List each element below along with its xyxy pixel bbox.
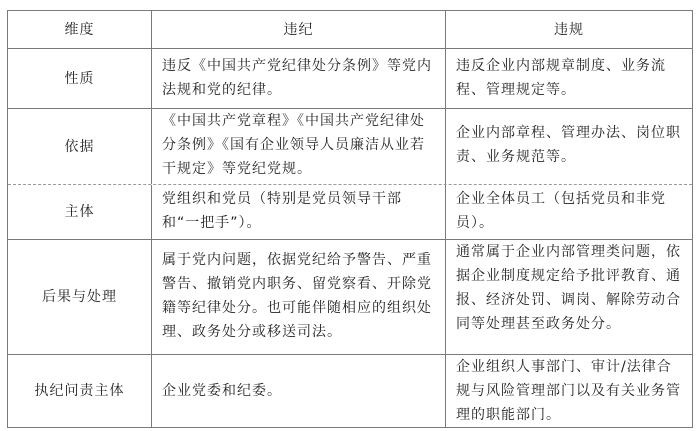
comparison-table bbox=[7, 10, 693, 428]
regulations-cell: 企业内部章程、管理办法、岗位职责、业务规范等。 bbox=[456, 125, 681, 165]
dimension-cell: 后果与处理 bbox=[42, 289, 117, 305]
disciplines-cell: 属于党内问题，依据党纪给予警告、严重警告、撤销党内职务、留党察看、开除党籍等纪律处分。也可能伴随相应的组织处理、政务处分或移送司法。 bbox=[162, 252, 432, 340]
regulations-cell: 企业全体员工（包括党员和非党员）。 bbox=[456, 191, 666, 231]
disciplines-cell: 《中国共产党章程》《中国共产党纪律处分条例》《国有企业领导人员廉洁从业若干规定》等党纪党规。 bbox=[162, 113, 425, 177]
dimension-cell: 依据 bbox=[64, 138, 95, 155]
table-row bbox=[8, 239, 692, 354]
regulations-cell: 企业组织人事部门、审计/法律合规与风险管理部门以及有关业务管理的职能部门。 bbox=[456, 359, 681, 423]
header-dimension: 维度 bbox=[64, 21, 95, 38]
disciplines-cell: 违反《中国共产党纪律处分条例》等党内法规和党的纪律。 bbox=[162, 58, 432, 98]
dimension-cell: 性质 bbox=[64, 70, 95, 87]
table-row bbox=[8, 354, 692, 427]
header-disciplines: 违纪 bbox=[151, 11, 445, 48]
header-regulations: 违规 bbox=[445, 11, 692, 48]
dimension-cell: 主体 bbox=[64, 204, 95, 220]
table-row bbox=[8, 48, 692, 108]
disciplines-cell: 党组织和党员（特别是党员领导干部和“一把手”）。 bbox=[162, 191, 402, 231]
dimension-cell: 执纪问责主体 bbox=[34, 383, 125, 399]
table-header-row bbox=[8, 11, 692, 48]
disciplines-cell: 企业党委和纪委。 bbox=[162, 383, 282, 399]
regulations-cell: 通常属于企业内部管理类问题，依据企业制度规定给予批评教育、通报、经济处罚、调岗、解除劳动合同等处理甚至政务处分。 bbox=[456, 244, 681, 332]
table-row bbox=[8, 184, 692, 239]
regulations-cell: 违反企业内部规章制度、业务流程、管理规定等。 bbox=[456, 58, 666, 98]
table-row bbox=[8, 108, 692, 184]
